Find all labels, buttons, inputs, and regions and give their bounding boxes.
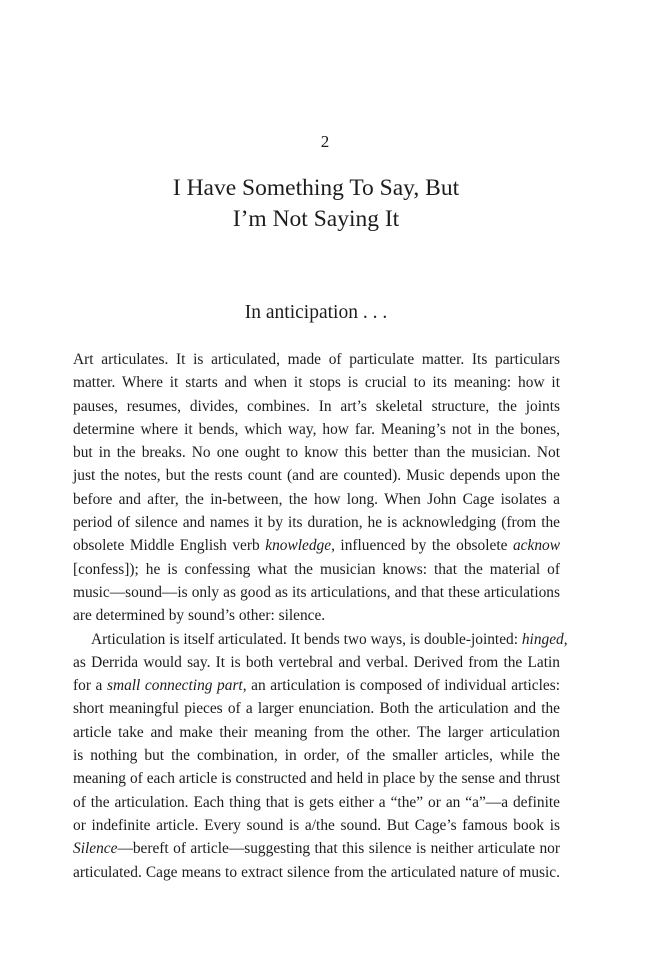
- paragraph-2-line: article take and make their meaning from the other. The larger articulation: [73, 723, 560, 741]
- paragraph-2-line: or indefinite article. Every sound is a/the sound. But Cage’s famous book is: [73, 816, 560, 834]
- paragraph-2-line: as Derrida would say. It is both vertebral and verbal. Derived from the Latin: [73, 653, 560, 671]
- paragraph-1-line: Art articulates. It is articulated, made of particulate matter. Its particulars: [73, 351, 560, 368]
- paragraph-1-line: period of silence and names it by its duration, he is acknowledging (from the: [73, 514, 560, 532]
- italic-word: knowledge: [265, 537, 332, 555]
- text-run: —bereft of article—suggesting that this silence is neither articulate nor: [117, 840, 560, 858]
- text-run: for a: [73, 677, 107, 695]
- paragraph-1-line: [73, 534, 560, 557]
- paragraph-1-line: [confess]); he is confessing what the musician knows: that the material of: [73, 560, 560, 578]
- text-run: Articulation is itself articulated. It bends two ways, is double-jointed:: [91, 630, 522, 648]
- chapter-title: [90, 173, 542, 235]
- paragraph-1-line: just the notes, but the rests count (and are counted). Music depends upon the: [73, 467, 560, 485]
- italic-phrase: small connecting part: [106, 677, 243, 695]
- body-text: [73, 348, 568, 884]
- chapter-title-line-1: I Have Something To Say, But: [172, 175, 460, 201]
- chapter-number: 2: [320, 132, 330, 151]
- paragraph-2-line: meaning of each article is constructed and held in place by the sense and thrust: [73, 770, 560, 788]
- paragraph-2-line: is nothing but the combination, in order, of the smaller articles, while the: [73, 747, 560, 765]
- section-heading: In anticipation . . .: [244, 302, 388, 323]
- paragraph-1-line: pauses, resumes, divides, combines. In art’s skeletal structure, the joints: [73, 397, 560, 415]
- text-run: ,: [563, 630, 568, 648]
- paragraph-1-line: but in the breaks. No one ought to know this better than the musician. Not: [73, 444, 560, 462]
- text-run: obsolete Middle English verb: [73, 537, 266, 555]
- paragraph-2-line: short meaningful pieces of a larger enunciation. Both the articulation and the: [73, 700, 560, 718]
- paragraph-2-line: articulated. Cage means to extract silence from the articulated nature of music.: [73, 863, 560, 881]
- paragraph-2-line: [73, 674, 560, 697]
- paragraph-1-line: before and after, the in-between, the how long. When John Cage isolates a: [73, 490, 560, 508]
- paragraph-2-line: [73, 628, 568, 651]
- paragraph-1-line: music—sound—is only as good as its articulations, and that these articulations: [73, 583, 560, 601]
- paragraph-1-line: are determined by sound’s other: silence.: [73, 607, 326, 625]
- chapter-title-line-2: I’m Not Saying It: [232, 206, 400, 232]
- text-run: , an articulation is composed of individual articles:: [242, 677, 560, 695]
- paragraph-2-line: [73, 837, 560, 860]
- paragraph-1-line: matter. Where it starts and when it stops is crucial to its meaning: how it: [73, 374, 560, 392]
- paragraph-1-line: determine where it bends, which way, how far. Meaning’s not in the bones,: [73, 420, 560, 438]
- italic-word: hinged: [521, 630, 564, 648]
- italic-word: acknow: [512, 537, 560, 555]
- italic-title: Silence: [73, 840, 118, 858]
- paragraph-2-line: of the articulation. Each thing that is gets either a “the” or an “a”—a definite: [73, 793, 560, 811]
- text-run: , influenced by the obsolete: [331, 537, 513, 555]
